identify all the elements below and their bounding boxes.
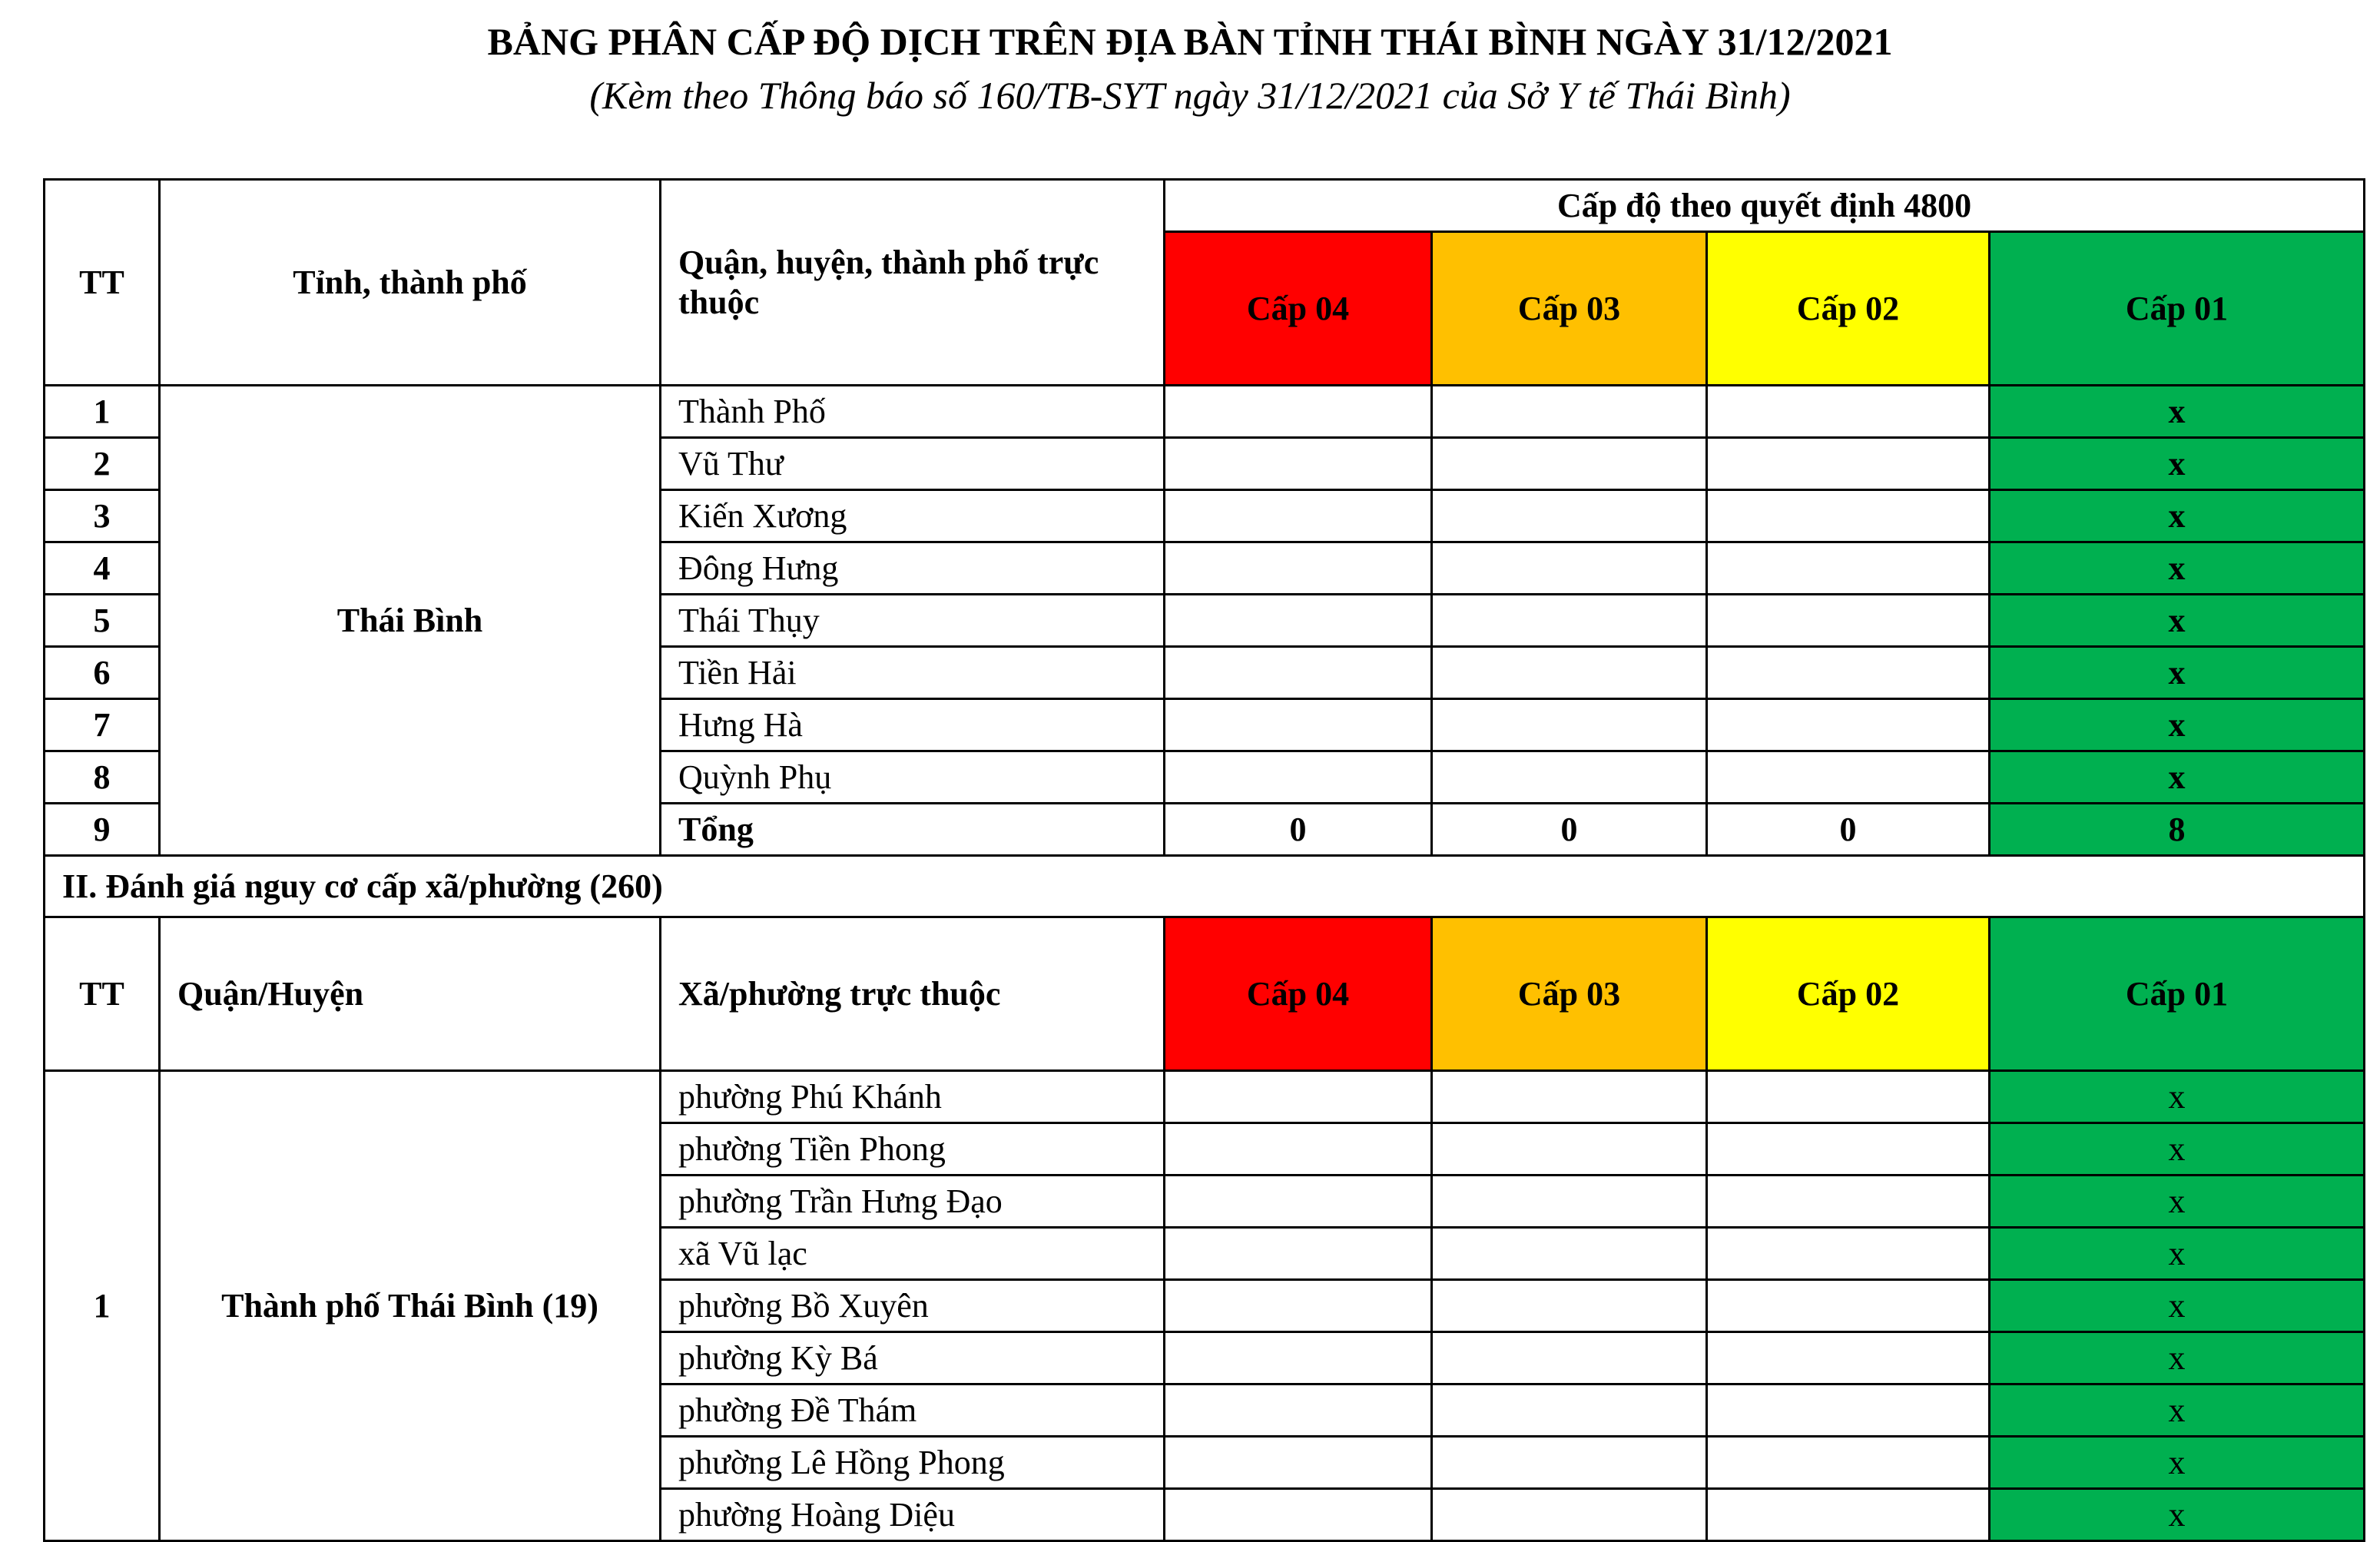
cell-level-3 [1432, 438, 1707, 490]
cell-level-3 [1432, 542, 1707, 595]
table-row [45, 386, 2365, 438]
cell-level-4 [1165, 751, 1432, 804]
district-name: Thành Phố [661, 386, 1165, 438]
cell-level-2 [1707, 438, 1990, 490]
cell-level-4 [1165, 386, 1432, 438]
cell-level-3 [1432, 386, 1707, 438]
cell-level-4 [1165, 438, 1432, 490]
commune-name: phường Bồ Xuyên [661, 1280, 1165, 1332]
commune-name: phường Đề Thám [661, 1384, 1165, 1437]
cell-level-2 [1707, 1332, 1990, 1384]
total-level-2: 0 [1707, 804, 1990, 856]
header-tt-2: TT [45, 917, 160, 1071]
row-tt: 5 [45, 595, 160, 647]
district-name: Thái Thụy [661, 595, 1165, 647]
cell-level-3 [1432, 1489, 1707, 1541]
commune-name: phường Phú Khánh [661, 1071, 1165, 1123]
page-title: BẢNG PHÂN CẤP ĐỘ DỊCH TRÊN ĐỊA BÀN TỈNH THÁI BÌNH NGÀY 31/12/2021 [487, 20, 1893, 63]
cell-level-3 [1432, 1437, 1707, 1489]
total-level-3: 0 [1432, 804, 1707, 856]
cell-level-4 [1165, 1228, 1432, 1280]
cell-level-3 [1432, 1280, 1707, 1332]
district-name: Kiến Xương [661, 490, 1165, 542]
cell-level-4 [1165, 490, 1432, 542]
header-level-3: Cấp 03 [1432, 917, 1707, 1071]
header-tt: TT [45, 180, 160, 386]
cell-level-3 [1432, 595, 1707, 647]
commune-name: xã Vũ lạc [661, 1228, 1165, 1280]
row-tt: 6 [45, 647, 160, 699]
district-name: Quỳnh Phụ [661, 751, 1165, 804]
cell-level-1: x [1990, 386, 2365, 438]
cell-level-1: x [1990, 1489, 2365, 1541]
group-district: Thành phố Thái Bình (19) [160, 1071, 661, 1541]
commune-name: phường Kỳ Bá [661, 1332, 1165, 1384]
header-level-4: Cấp 04 [1165, 917, 1432, 1071]
section-heading: II. Đánh giá nguy cơ cấp xã/phường (260) [45, 856, 2365, 917]
header-level-1: Cấp 01 [1990, 232, 2365, 386]
commune-name: phường Trần Hưng Đạo [661, 1176, 1165, 1228]
cell-level-3 [1432, 1176, 1707, 1228]
cell-level-1: x [1990, 1332, 2365, 1384]
header-district-2: Quận/Huyện [160, 917, 661, 1071]
cell-level-2 [1707, 751, 1990, 804]
cell-level-4 [1165, 542, 1432, 595]
cell-level-4 [1165, 595, 1432, 647]
header-level-4: Cấp 04 [1165, 232, 1432, 386]
cell-level-4 [1165, 1123, 1432, 1176]
cell-level-1: x [1990, 751, 2365, 804]
table-row [45, 1071, 2365, 1123]
cell-level-1: x [1990, 1123, 2365, 1176]
header-district: Quận, huyện, thành phố trực thuộc [661, 180, 1165, 386]
cell-level-1: x [1990, 699, 2365, 751]
cell-level-3 [1432, 647, 1707, 699]
header-level-group: Cấp độ theo quyết định 4800 [1165, 180, 2365, 232]
cell-level-1: x [1990, 438, 2365, 490]
header-level-3: Cấp 03 [1432, 232, 1707, 386]
commune-name: phường Hoàng Diệu [661, 1489, 1165, 1541]
row-tt: 9 [45, 804, 160, 856]
cell-level-2 [1707, 699, 1990, 751]
cell-level-4 [1165, 1280, 1432, 1332]
cell-level-3 [1432, 751, 1707, 804]
page-subtitle: (Kèm theo Thông báo số 160/TB-SYT ngày 31/12/2021 của Sở Y tế Thái Bình) [589, 74, 1791, 117]
header-level-2: Cấp 02 [1707, 232, 1990, 386]
cell-level-1: x [1990, 1228, 2365, 1280]
total-level-4: 0 [1165, 804, 1432, 856]
header-commune: Xã/phường trực thuộc [661, 917, 1165, 1071]
header-province: Tỉnh, thành phố [160, 180, 661, 386]
row-tt: 8 [45, 751, 160, 804]
total-label: Tổng [661, 804, 1165, 856]
cell-level-3 [1432, 1071, 1707, 1123]
commune-name: phường Tiền Phong [661, 1123, 1165, 1176]
row-tt: 3 [45, 490, 160, 542]
district-name: Tiền Hải [661, 647, 1165, 699]
cell-level-1: x [1990, 1280, 2365, 1332]
cell-level-4 [1165, 1437, 1432, 1489]
cell-level-1: x [1990, 1437, 2365, 1489]
row-tt: 4 [45, 542, 160, 595]
cell-level-1: x [1990, 1384, 2365, 1437]
cell-level-1: x [1990, 647, 2365, 699]
cell-level-1: x [1990, 1176, 2365, 1228]
cell-level-2 [1707, 595, 1990, 647]
cell-level-2 [1707, 1280, 1990, 1332]
cell-level-2 [1707, 490, 1990, 542]
cell-level-2 [1707, 1384, 1990, 1437]
cell-level-2 [1707, 542, 1990, 595]
district-name: Hưng Hà [661, 699, 1165, 751]
cell-level-3 [1432, 699, 1707, 751]
header-level-1: Cấp 01 [1990, 917, 2365, 1071]
cell-level-1: x [1990, 490, 2365, 542]
cell-level-2 [1707, 1489, 1990, 1541]
cell-level-1: x [1990, 1071, 2365, 1123]
cell-level-3 [1432, 1228, 1707, 1280]
cell-level-4 [1165, 647, 1432, 699]
cell-level-3 [1432, 490, 1707, 542]
cell-level-1: x [1990, 542, 2365, 595]
row-tt: 2 [45, 438, 160, 490]
total-level-1: 8 [1990, 804, 2365, 856]
cell-level-2 [1707, 1123, 1990, 1176]
cell-level-2 [1707, 1437, 1990, 1489]
cell-level-2 [1707, 1176, 1990, 1228]
district-name: Vũ Thư [661, 438, 1165, 490]
cell-level-4 [1165, 1384, 1432, 1437]
header-level-2: Cấp 02 [1707, 917, 1990, 1071]
district-name: Đông Hưng [661, 542, 1165, 595]
cell-level-4 [1165, 1176, 1432, 1228]
cell-level-3 [1432, 1123, 1707, 1176]
cell-level-2 [1707, 647, 1990, 699]
cell-level-4 [1165, 1489, 1432, 1541]
row-tt: 7 [45, 699, 160, 751]
cell-level-4 [1165, 699, 1432, 751]
row-tt: 1 [45, 386, 160, 438]
cell-level-1: x [1990, 595, 2365, 647]
group-tt: 1 [45, 1071, 160, 1541]
cell-level-3 [1432, 1384, 1707, 1437]
cell-level-2 [1707, 386, 1990, 438]
cell-level-2 [1707, 1071, 1990, 1123]
commune-name: phường Lê Hồng Phong [661, 1437, 1165, 1489]
epidemic-level-table [43, 178, 2365, 1542]
cell-level-4 [1165, 1071, 1432, 1123]
cell-level-3 [1432, 1332, 1707, 1384]
cell-level-2 [1707, 1228, 1990, 1280]
cell-level-4 [1165, 1332, 1432, 1384]
province-name: Thái Bình [160, 386, 661, 856]
